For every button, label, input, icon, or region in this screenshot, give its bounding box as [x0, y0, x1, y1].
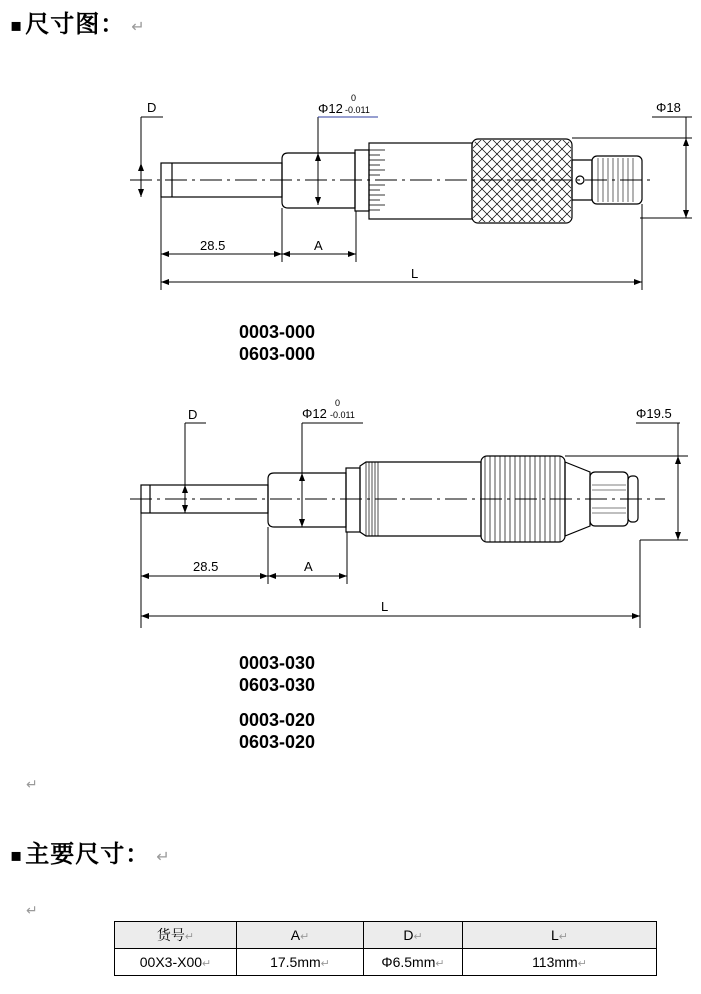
table-header-row: [115, 922, 657, 949]
table-cell: [364, 949, 463, 976]
model-number: 0003-020: [239, 710, 316, 730]
bullet-icon: ▪: [10, 14, 24, 36]
header-text: D: [403, 927, 414, 943]
dim-thimble-dia-2: Φ19.5: [636, 406, 672, 421]
dim-d-label-2: D: [188, 407, 198, 422]
model-number: 0003-030: [239, 653, 316, 673]
cell-mark-icon: ↵: [558, 931, 568, 943]
cell-text: 00X3-X00: [139, 954, 203, 970]
model-number: 0003-000: [239, 322, 316, 342]
model-list-1: [239, 321, 315, 365]
dim-l-label-1: L: [411, 266, 419, 281]
cell-mark-icon: ↵: [413, 931, 423, 943]
dim-a-label-2: A: [304, 559, 313, 574]
paragraph-mark-icon: ↵: [150, 847, 171, 866]
cell-mark-icon: ↵: [320, 958, 330, 970]
dim-spindle-length-1: 28.5: [200, 238, 226, 253]
sleeve-2: [268, 473, 346, 527]
dim-spindle-length-2: 28.5: [193, 559, 219, 574]
table-row: [115, 949, 657, 976]
cell-mark-icon: ↵: [300, 931, 310, 943]
table-cell: [463, 949, 657, 976]
table-header-cell: [237, 922, 364, 949]
cell-text: 17.5mm: [270, 954, 321, 970]
table-cell: [237, 949, 364, 976]
cell-mark-icon: ↵: [184, 931, 195, 943]
thimble-1: [472, 139, 572, 223]
dim-dia12-label-1: Φ12: [318, 101, 343, 116]
tol-upper-1: 0: [351, 93, 357, 103]
cell-mark-icon: ↵: [202, 958, 212, 970]
cell-mark-icon: ↵: [435, 958, 445, 970]
model-number: 0603-000: [239, 344, 316, 364]
tol-upper-2: 0: [335, 398, 341, 408]
section-title: 尺寸图：: [25, 10, 126, 38]
bullet-icon: ▪: [10, 844, 24, 866]
section-heading-dimensions: [10, 834, 171, 869]
dimensions-table: [114, 921, 657, 976]
paragraph-mark-icon: ↵: [26, 902, 38, 918]
paragraph-mark-icon: ↵: [26, 776, 38, 792]
tol-lower-1: -0.011: [345, 105, 370, 115]
header-text: 货号: [156, 927, 185, 943]
paragraph-mark-icon: ↵: [125, 17, 146, 36]
dim-a-label-1: A: [314, 238, 323, 253]
model-number: 0603-020: [239, 732, 316, 752]
section-title: 主要尺寸：: [25, 840, 151, 868]
model-list-2a: [239, 652, 315, 696]
table-header-cell: [115, 922, 237, 949]
model-list-2b: [239, 709, 315, 753]
cell-text: Φ6.5mm: [381, 954, 436, 970]
table-header-cell: [364, 922, 463, 949]
table-header-cell: [463, 922, 657, 949]
barrel-1: [369, 143, 472, 219]
cell-text: 113mm: [532, 954, 578, 970]
dim-d-label-1: D: [147, 100, 157, 115]
cell-mark-icon: ↵: [577, 958, 587, 970]
header-text: L: [550, 927, 559, 943]
tol-lower-2: -0.011: [330, 410, 355, 420]
header-text: A: [290, 927, 301, 943]
dim-dia12-label-2: Φ12: [302, 406, 327, 421]
table-cell: [115, 949, 237, 976]
dim-l-label-2: L: [381, 599, 389, 614]
model-number: 0603-030: [239, 675, 316, 695]
dim-thimble-dia-1: Φ18: [656, 100, 681, 115]
